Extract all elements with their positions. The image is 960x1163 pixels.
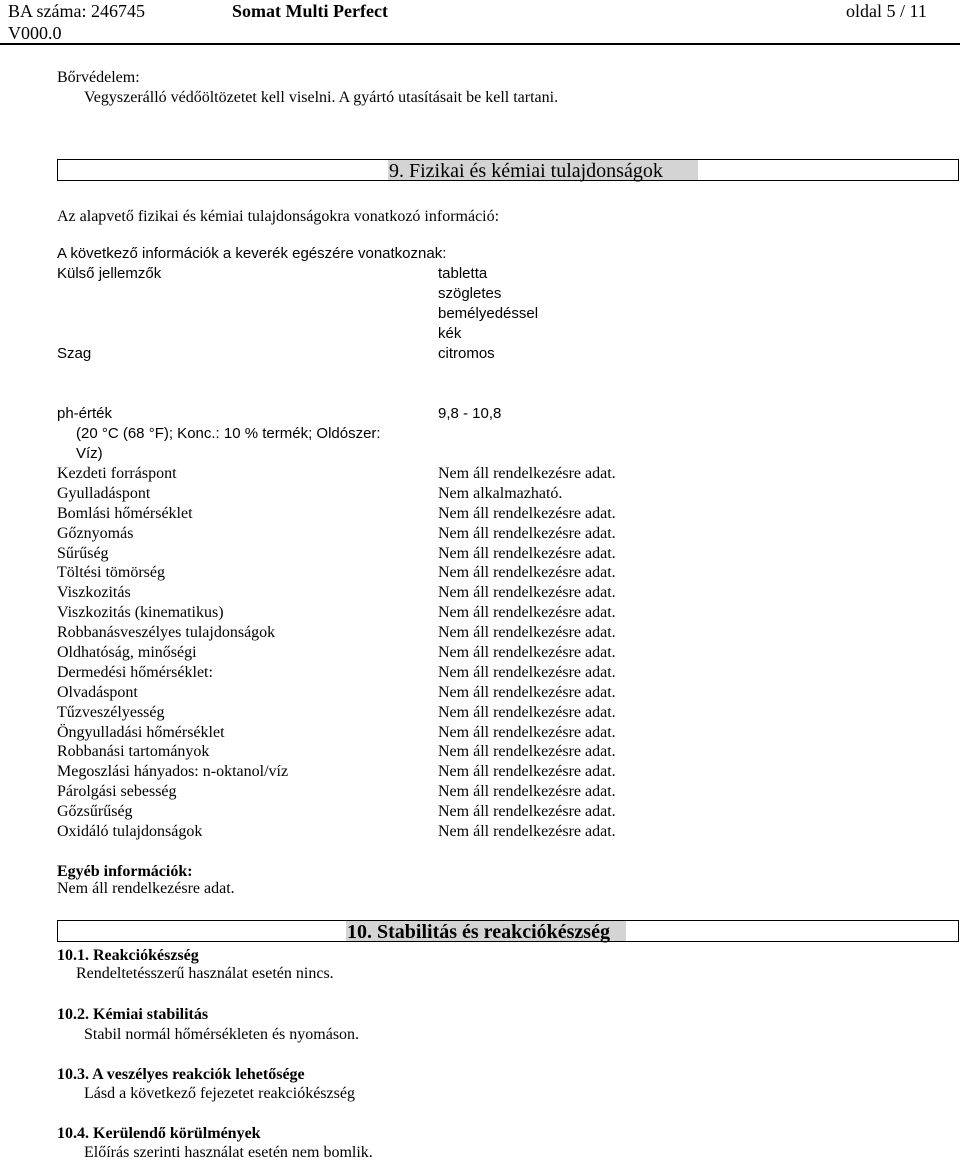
property-label: Viszkozitás (kinematikus)	[57, 604, 224, 622]
property-row	[57, 822, 677, 842]
property-label: Kezdeti forráspont	[57, 465, 177, 482]
odor-value: citromos	[438, 345, 495, 362]
property-label: Gőznyomás	[57, 524, 134, 542]
property-label: Gyulladáspont	[57, 484, 151, 502]
chemical-stability-text: Stabil normál hőmérsékleten és nyomáson.	[84, 1026, 360, 1043]
property-value: Nem áll rendelkezésre adat.	[438, 564, 616, 582]
page-number: oldal 5 / 11	[846, 1, 927, 21]
property-value: Nem áll rendelkezésre adat.	[438, 624, 616, 642]
property-label: Viszkozitás	[57, 584, 131, 602]
appearance-value-4: kék	[438, 325, 462, 342]
appearance-label: Külső jellemzők	[57, 265, 162, 282]
property-value: Nem áll rendelkezésre adat.	[438, 823, 616, 841]
hazardous-reactions-text: Lásd a következő fejezetet reakciókészség	[84, 1085, 355, 1102]
property-value: Nem áll rendelkezésre adat.	[438, 644, 616, 662]
property-row	[57, 504, 677, 524]
property-label: Olvadáspont	[57, 683, 138, 701]
chemical-stability-heading: 10.2. Kémiai stabilitás	[57, 1006, 209, 1023]
property-row	[57, 484, 677, 504]
property-row	[57, 703, 677, 723]
property-value: Nem áll rendelkezésre adat.	[438, 604, 616, 622]
property-row	[57, 683, 677, 703]
version: V000.0	[8, 23, 62, 43]
hazardous-reactions-heading: 10.3. A veszélyes reakciók lehetősége	[57, 1066, 305, 1083]
ph-value: 9,8 - 10,8	[438, 405, 502, 422]
section-9-bar	[57, 159, 959, 181]
property-label: Sűrűség	[57, 544, 109, 562]
section-10-bar	[57, 920, 959, 942]
property-label: Robbanásveszélyes tulajdonságok	[57, 624, 276, 642]
property-row	[57, 544, 677, 564]
property-label: Oxidáló tulajdonságok	[57, 823, 203, 841]
skin-protection-label: Bőrvédelem:	[57, 69, 140, 86]
property-value: Nem áll rendelkezésre adat.	[438, 803, 616, 821]
reactivity-text: Rendeltetésszerű használat esetén nincs.	[76, 965, 334, 982]
ph-condition-line-1: (20 °C (68 °F); Konc.: 10 % termék; Oldószer:	[76, 425, 381, 442]
property-label: Dermedési hőmérséklet:	[57, 663, 213, 681]
property-label: Gőzsűrűség	[57, 803, 133, 821]
property-value: Nem áll rendelkezésre adat.	[438, 763, 616, 781]
property-row	[57, 524, 677, 544]
property-value: Nem áll rendelkezésre adat.	[438, 723, 616, 741]
reactivity-heading: 10.1. Reakciókészség	[57, 947, 199, 964]
property-value: Nem áll rendelkezésre adat.	[438, 783, 616, 801]
property-row	[57, 742, 677, 762]
appearance-value-3: bemélyedéssel	[438, 305, 539, 322]
property-label: Tűzveszélyesség	[57, 703, 165, 721]
property-label: Oldhatóság, minőségi	[57, 644, 197, 662]
property-value: Nem áll rendelkezésre adat.	[438, 683, 616, 701]
property-value: Nem alkalmazható.	[438, 484, 563, 502]
section-9-title: 9. Fizikai és kémiai tulajdonságok	[389, 160, 663, 182]
property-row	[57, 663, 677, 683]
property-label: Megoszlási hányados: n-oktanol/víz	[57, 763, 289, 781]
section-10-title: 10. Stabilitás és reakciókészség	[347, 921, 610, 943]
property-row	[57, 563, 677, 583]
properties-list	[57, 464, 677, 842]
property-value: Nem áll rendelkezésre adat.	[438, 743, 616, 761]
basic-info-heading: Az alapvető fizikai és kémiai tulajdonságokra vonatkozó információ:	[57, 208, 500, 225]
ph-condition-line-2: Víz)	[76, 445, 103, 462]
appearance-value-1: tabletta	[438, 265, 488, 282]
header-divider	[0, 43, 960, 45]
property-value: Nem áll rendelkezésre adat.	[438, 584, 616, 602]
other-info-text: Nem áll rendelkezésre adat.	[57, 880, 235, 897]
property-row	[57, 802, 677, 822]
property-label: Robbanási tartományok	[57, 743, 210, 761]
odor-label: Szag	[57, 345, 92, 362]
property-row	[57, 623, 677, 643]
ba-number: BA száma: 246745	[8, 1, 145, 21]
property-label: Bomlási hőmérséklet	[57, 504, 193, 522]
property-row	[57, 603, 677, 623]
property-value: Nem áll rendelkezésre adat.	[438, 504, 616, 522]
ph-label: ph-érték	[57, 405, 113, 422]
property-label: Töltési tömörség	[57, 564, 165, 582]
property-row	[57, 762, 677, 782]
property-value: Nem áll rendelkezésre adat.	[438, 524, 616, 542]
property-row	[57, 643, 677, 663]
property-row	[57, 723, 677, 743]
skin-protection-text: Vegyszerálló védőöltözetet kell viselni. A gyártó utasításait be kell tartani.	[84, 89, 559, 106]
conditions-to-avoid-heading: 10.4. Kerülendő körülmények	[57, 1125, 261, 1142]
property-value: Nem áll rendelkezésre adat.	[438, 703, 616, 721]
property-row	[57, 583, 677, 603]
product-name: Somat Multi Perfect	[232, 1, 388, 21]
other-info-label: Egyéb információk:	[57, 863, 193, 880]
property-value: Nem áll rendelkezésre adat.	[438, 663, 616, 681]
property-row	[57, 464, 677, 484]
appearance-value-2: szögletes	[438, 285, 502, 302]
property-value: Nem áll rendelkezésre adat.	[438, 465, 616, 482]
conditions-to-avoid-text: Előírás szerinti használat esetén nem bomlik.	[84, 1144, 373, 1161]
property-value: Nem áll rendelkezésre adat.	[438, 544, 616, 562]
mixture-note: A következő információk a keverék egészére vonatkoznak:	[57, 245, 447, 262]
property-row	[57, 782, 677, 802]
property-label: Öngyulladási hőmérséklet	[57, 723, 225, 741]
property-label: Párolgási sebesség	[57, 783, 177, 801]
